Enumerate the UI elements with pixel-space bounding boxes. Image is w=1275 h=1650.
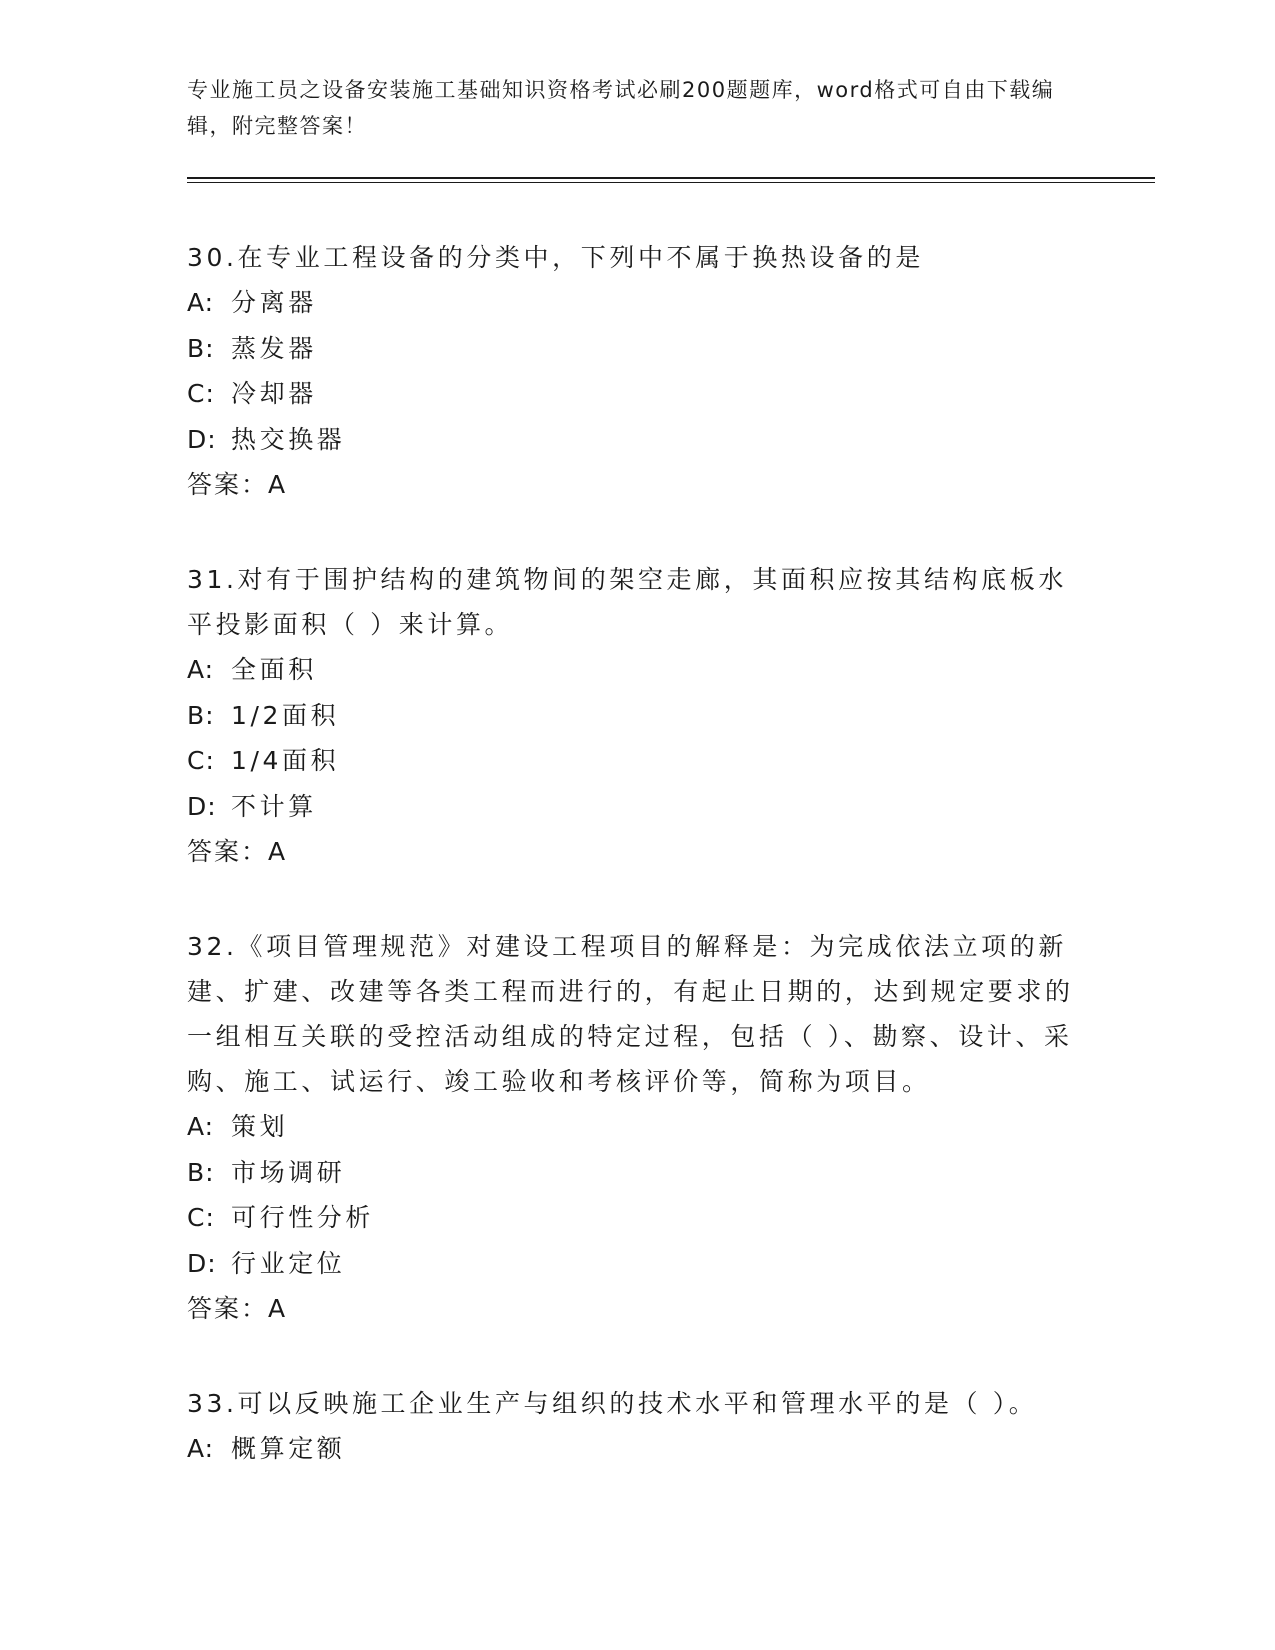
option-text: 不计算 [231,791,317,821]
option-a [187,647,1087,693]
question-32 [187,924,1087,1332]
question-stem: 30.在专业工程设备的分类中，下列中不属于换热设备的是 [187,243,924,272]
option-text: 策划 [231,1112,289,1141]
option-letter: B: [187,700,215,730]
option-letter: D: [187,1248,217,1278]
option-letter: B: [187,333,215,363]
option-letter: A: [187,1434,215,1463]
document-header: 专业施工员之设备安装施工基础知识资格考试必刷200题题库，word格式可自由下载编辑，附完整答案！ [187,78,1055,138]
option-text: 蒸发器 [231,333,317,363]
answer-line: 答案：A [187,470,288,499]
option-text: 1/4面积 [231,746,340,775]
option-text: 分离器 [231,288,317,317]
option-text: 概算定额 [231,1434,346,1463]
option-c [187,1195,1087,1241]
option-a [187,1426,1087,1472]
option-text: 冷却器 [231,379,317,408]
question-31 [187,557,1087,875]
question-stem: 33.可以反映施工企业生产与组织的技术水平和管理水平的是（ ）。 [187,1389,1038,1418]
option-letter: C: [187,379,215,408]
header-divider-thick [187,177,1155,179]
option-c [187,371,1087,417]
option-d [187,784,1087,830]
option-letter: B: [187,1157,215,1187]
option-a [187,280,1087,326]
question-stem: 31.对有于围护结构的建筑物间的架空走廊，其面积应按其结构底板水平投影面积（ ）来计算。 [187,565,1067,639]
option-d [187,1241,1087,1287]
option-letter: D: [187,791,217,821]
answer-line: 答案：A [187,1294,288,1323]
option-letter: C: [187,1203,215,1232]
option-letter: A: [187,655,215,684]
question-list [187,235,1087,1521]
header-divider-thin [187,182,1155,183]
option-letter: D: [187,424,217,454]
option-a [187,1104,1087,1150]
option-letter: C: [187,746,215,775]
option-d [187,417,1087,463]
option-text: 热交换器 [231,424,346,454]
option-text: 市场调研 [231,1157,346,1187]
question-stem: 32.《项目管理规范》对建设工程项目的解释是：为完成依法立项的新建、扩建、改建等各类工程而进行的，有起止日期的，达到规定要求的一组相互关联的受控活动组成的特定过程，包括（ ）、勘察、设计、采购、施工、试运行、竣工验收和考核评价等，简称为项目。 [187,932,1074,1096]
option-b [187,1150,1087,1196]
option-letter: A: [187,288,215,317]
question-30 [187,235,1087,508]
question-33 [187,1381,1087,1472]
option-b [187,693,1087,739]
option-text: 行业定位 [231,1248,346,1278]
answer-line: 答案：A [187,837,288,866]
option-text: 全面积 [231,655,317,684]
option-c [187,738,1087,784]
option-text: 可行性分析 [231,1203,375,1232]
option-b [187,326,1087,372]
option-letter: A: [187,1112,215,1141]
option-text: 1/2面积 [231,700,340,730]
